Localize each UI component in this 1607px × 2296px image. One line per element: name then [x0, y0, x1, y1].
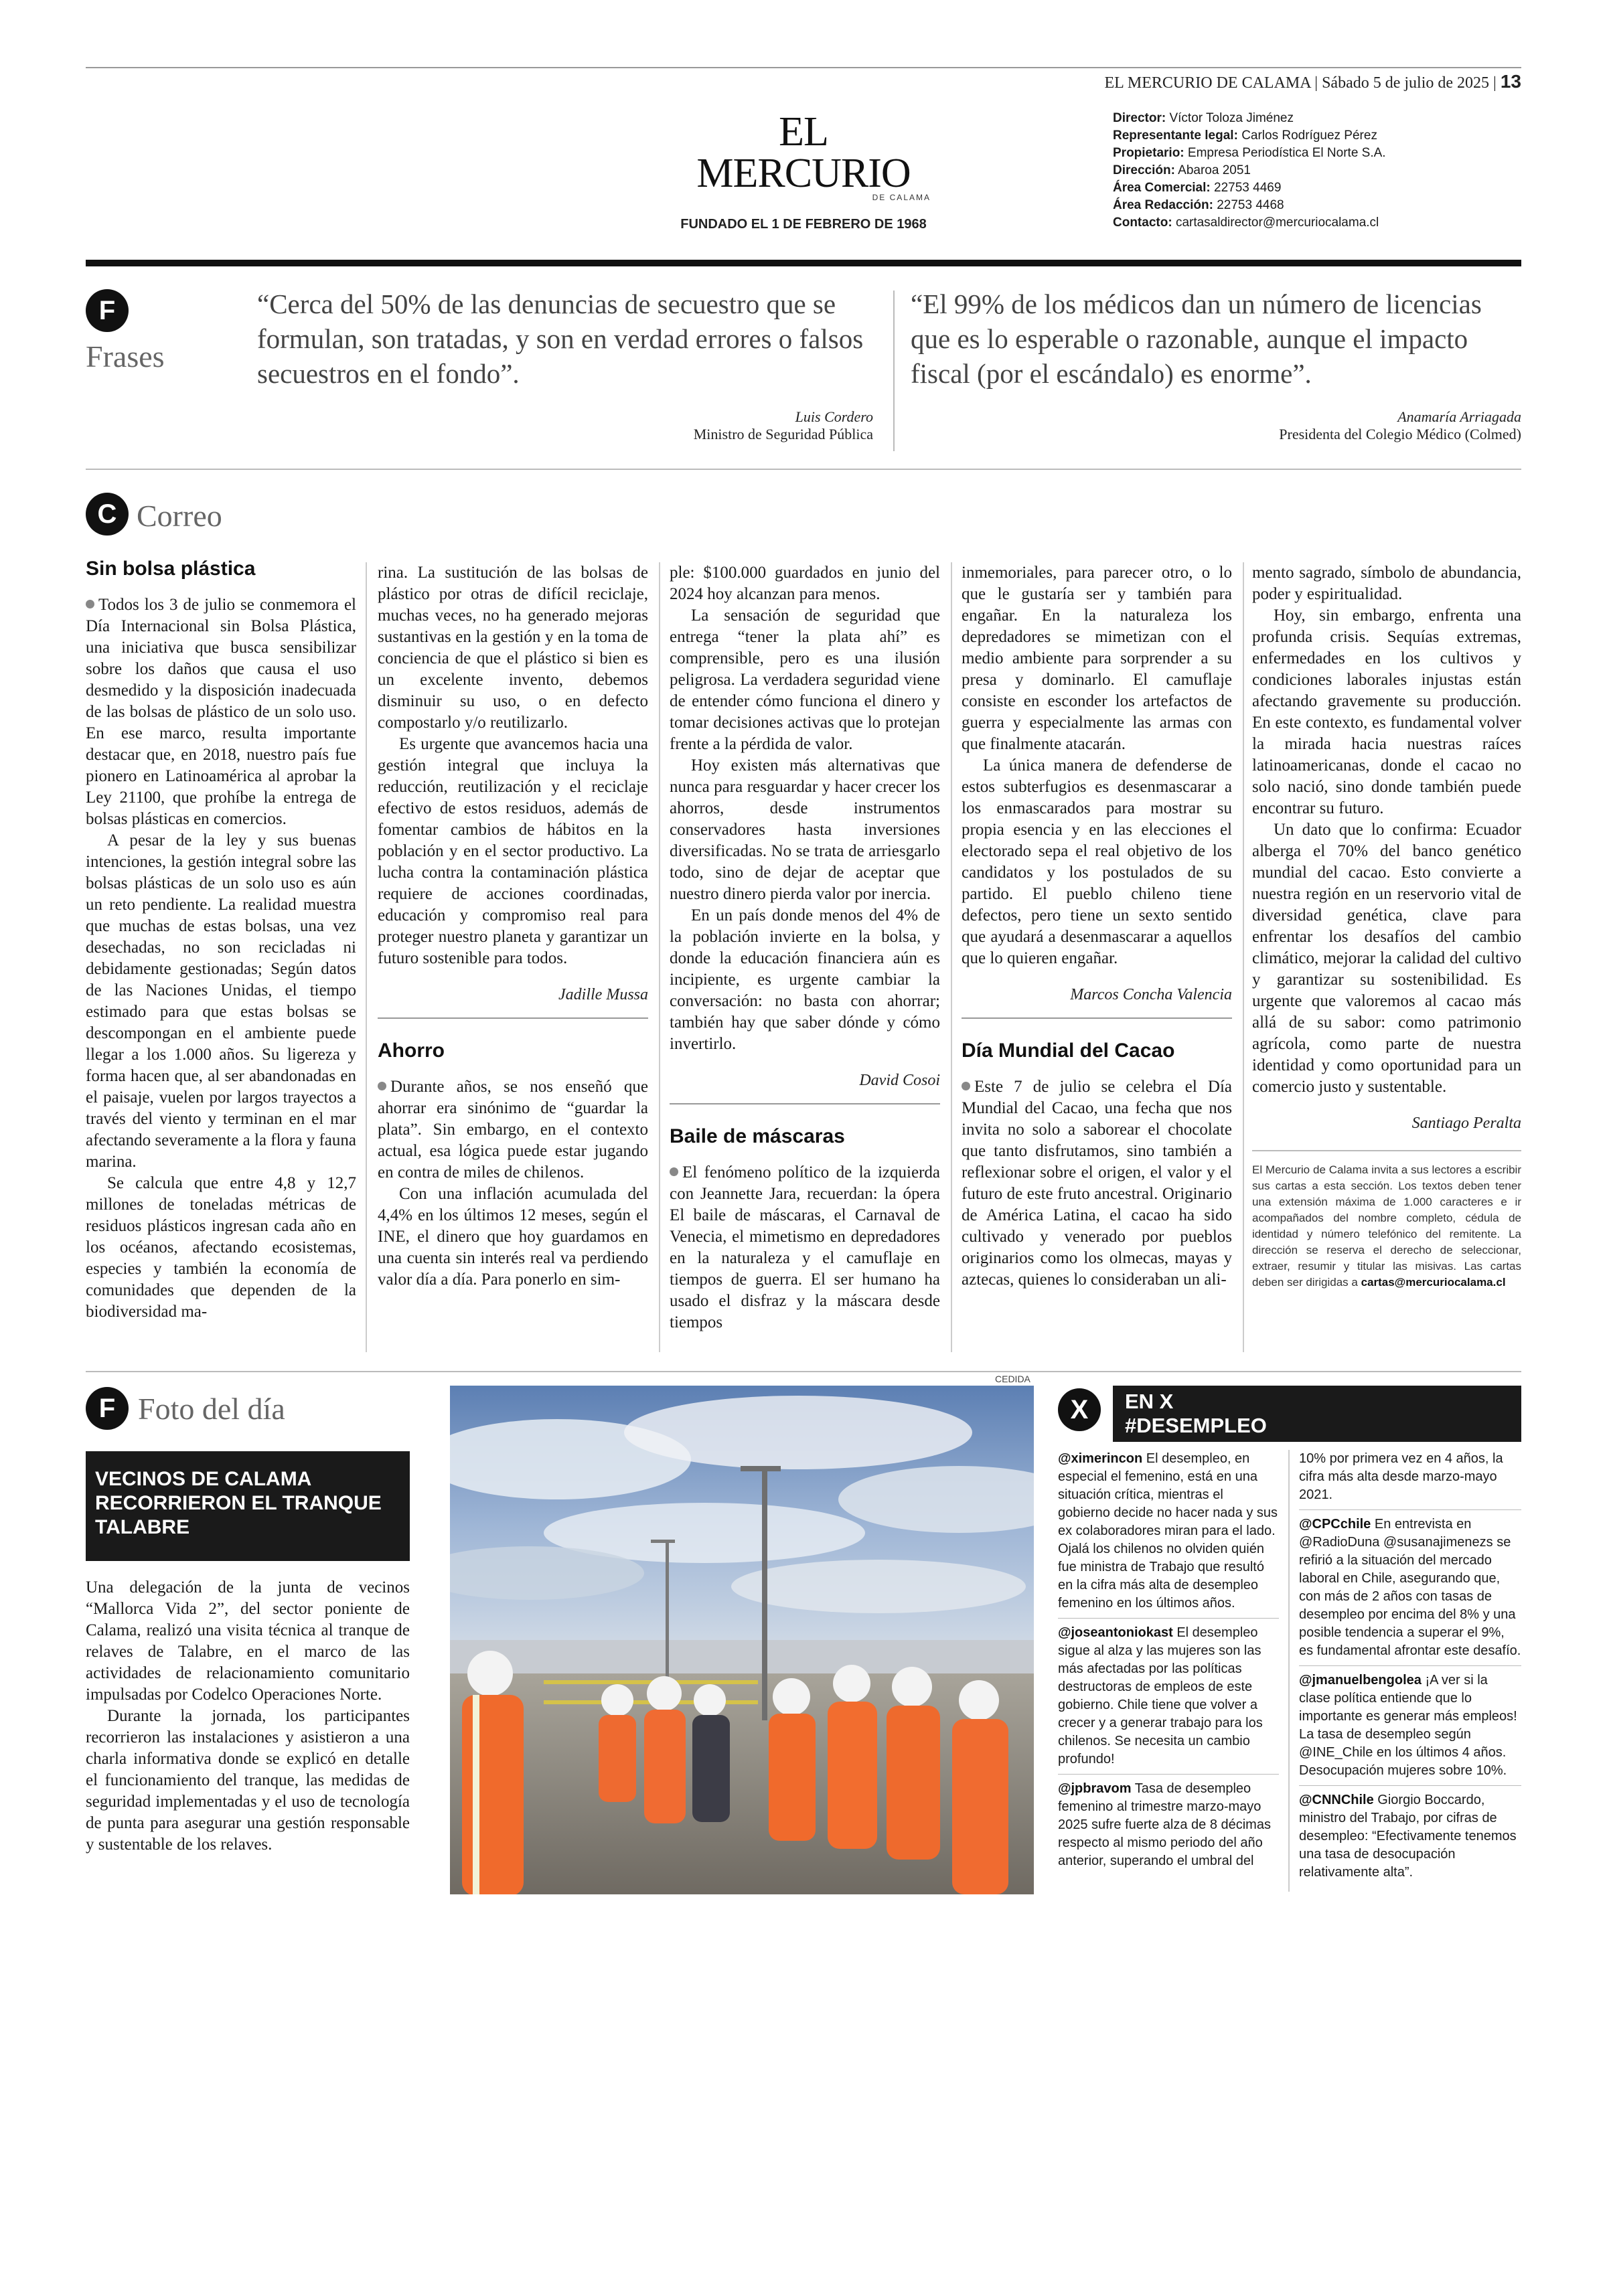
foto-headline-box: [86, 1451, 410, 1561]
quote-role: Ministro de Seguridad Pública: [693, 426, 873, 442]
quote-attribution: [257, 408, 873, 443]
letter-paragraph: Durante años, se nos enseñó que ahorrar era sinónimo de “guardar la plata”. Sin embargo, en el contexto actual, esa lógica puede estar jugando en contra de miles de chilenos.: [378, 1078, 648, 1181]
letter-paragraph: La sensación de seguridad que entrega “tener la plata ahí” es comprensible, pero es una ilusión peligrosa. La verdadera seguridad viene de entender cómo funciona el dinero y tomar decisiones activas que lo protejan frente a la pérdida de valor.: [670, 606, 940, 753]
page-number: 13: [1500, 71, 1521, 92]
foto-headline: VECINOS DE CALAMA RECORRIERON EL TRANQUE TALABRE: [95, 1468, 382, 1538]
correo-label: Correo: [137, 499, 222, 533]
bullet-icon: [670, 1167, 678, 1176]
x-icon: X: [1058, 1388, 1101, 1431]
letter-paragraph: En un país donde menos del 4% de la población invierte en la bolsa, y donde la educación financiera aún es incipiente, es urgente cambiar la conversación: no basta con ahorrar; también hay que saber dónde y cómo invertirlo.: [670, 906, 940, 1053]
letter-paragraph: Se calcula que entre 4,8 y 12,7 millones de toneladas métricas de residuos plásticos ingresan cada año en los océanos, afectando ecosistemas, especies y también la economía de comunidades que dependen de la biodiversidad ma-: [86, 1174, 356, 1321]
letters-fine-print: El Mercurio de Calama invita a sus lectores a escribir sus cartas a esta sección. Los textos deben tener una extensión máxima de 1.000 caracteres e ir acompañados del nombre completo, cédula de identidad y número telefónico del remitente. La dirección se reserva el derecho de seleccionar, extraer, resumir y titular las misivas. Las cartas deben ser dirigidas a cartas@mercuriocalama.cl: [1252, 1163, 1521, 1289]
quote-author: Anamaría Arriagada: [1397, 408, 1521, 425]
quote-author: Luis Cordero: [795, 408, 873, 425]
letter-paragraph: A pesar de la ley y sus buenas intenciones, la gestión integral sobre las bolsas plásticas de un solo uso es aún un reto pendiente. La realidad muestra que muchas de estas bolsas, una vez desechadas, no son recicladas ni debidamente gestionadas; Según datos de las Naciones Unidas, el tiempo estimado para que estas bolsas se descompongan en el ambiente puede llegar a los 1.000 años. Su ligereza y forma hacen que, al ser abandonadas en el paisaje, vuelen por largos trayectos a través del viento y terminan en el mar afectando severamente a la flora y fauna marina.: [86, 831, 356, 1171]
letter-title: Ahorro: [378, 1040, 445, 1062]
letter-paragraph: ple: $100.000 guardados en junio del 2024 hoy alcanzan para menos.: [670, 564, 940, 603]
letter-title: Baile de máscaras: [670, 1125, 845, 1147]
tweet-handle[interactable]: @ximerincon: [1058, 1451, 1143, 1466]
column-separator: [951, 562, 952, 1352]
frases-label: Frases: [86, 339, 165, 374]
tweet: @joseantoniokast El desempleo sigue al alza y las mujeres son las más afectadas por las políticas destructoras de empleos de este gobierno. Chile tiene que volver a crecer y a generar trabajo para los chilenos. Se necesita un cambio profundo!: [1058, 1624, 1279, 1775]
quote-block: [257, 286, 880, 391]
tweet: 10% por primera vez en 4 años, la cifra más alta desde marzo-mayo 2021.: [1299, 1450, 1521, 1510]
foto-label: Foto del día: [138, 1392, 285, 1426]
staff-row: Área Redacción: 22753 4468: [1113, 198, 1284, 212]
letter-paragraph: rina. La sustitución de las bolsas de plástico por otras de difícil reciclaje, muchas veces, no ha generado mejoras sustantivas en la gestión y en la toma de conciencia de que el plástico si bien es un excelente invento, debemos disminuir su uso, o en defecto compostarlo y/o reutilizarlo.: [378, 564, 648, 732]
staff-row: Área Comercial: 22753 4469: [1113, 181, 1282, 195]
frases-bottom-rule: [86, 469, 1521, 470]
tweet-column-left: [1058, 1450, 1279, 1881]
quote-text: “Cerca del 50% de las denuncias de secuestro que se formulan, son tratadas, y son en verdad errores o falsos secuestros en el fondo”.: [257, 289, 864, 389]
correo-c-icon: C: [86, 493, 129, 536]
running-head-date: Sábado 5 de julio de 2025: [1322, 74, 1490, 92]
tweet-column-right: [1299, 1450, 1521, 1892]
letter-signature: Santiago Peralta: [1411, 1115, 1521, 1132]
correo-bottom-rule: [86, 1371, 1521, 1372]
bullet-icon: [962, 1082, 970, 1090]
letter-paragraph: Este 7 de julio se celebra el Día Mundial del Cacao, una fecha que nos invita no solo a saborear el chocolate que tanto disfrutamos, sino también a reflexionar sobre el origen, el valor y el futuro de este fruto ancestral. Originario de América Latina, el cacao ha sido cultivado y venerado por pueblos originarios como los olmecas, mayas y aztecas, quienes lo consideraban un ali-: [962, 1078, 1232, 1289]
column-separator: [659, 562, 660, 1352]
tweet-handle[interactable]: @jmanuelbengolea: [1299, 1673, 1422, 1688]
tweet: @ximerincon El desempleo, en especial el femenino, está en una situación crítica, mientras el gobierno decide no hacer nada y sus ex colaboradores miran para el lado. Ojalá los chilenos no olviden quién fue ministra de Trabajo que resultó en la cifra más alta de desempleo femenino en los últimos años.: [1058, 1450, 1279, 1619]
staff-row: Propietario: Empresa Periodística El Norte S.A.: [1113, 146, 1386, 160]
letter-column-3: [670, 562, 940, 1333]
letter-paragraph: mento sagrado, símbolo de abundancia, poder y espiritualidad.: [1252, 564, 1521, 603]
tweet: @jmanuelbengolea ¡A ver si la clase política entiende que lo importante es generar más empleos! La tasa de desempleo según @INE_Chile en los últimos 4 años. Desocupación mujeres sobre 10%.: [1299, 1671, 1521, 1786]
tweet-handle[interactable]: @CPCchile: [1299, 1517, 1371, 1532]
staff-row[interactable]: Contacto: cartasaldirector@mercuriocalama.cl: [1113, 216, 1379, 230]
letters-email[interactable]: cartas@mercuriocalama.cl: [1361, 1276, 1506, 1289]
letter-divider: [670, 1103, 940, 1104]
tweet: @CPCchile En entrevista en @RadioDuna @susanajimenezs se refirió a la situación del mercado laboral en Chile, asegurando que, con más de 2 años con tasas de desempleo por encima del 8% y una posible tendencia a superar el 9%, es fundamental afrontar este desafío.: [1299, 1515, 1521, 1666]
masthead-logo: [676, 111, 931, 232]
letter-paragraph: Todos los 3 de julio se conmemora el Día Internacional sin Bolsa Plástica, una iniciativa que busca sensibilizar sobre los daños que causa el uso desmedido y la disposición inadecuada de las bolsas de plástico de un solo uso. En ese marco, resulta importante destacar que, en 2018, nuestro país fue pionero en Latinoamérica al aprobar la Ley 21100, que prohíbe la entrega de bolsas plásticas en comercios.: [86, 596, 356, 828]
frases-divider: [893, 291, 895, 451]
letter-paragraph: El fenómeno político de la izquierda con Jeannette Jara, recuerdan: la ópera El baile de máscaras, el Carnaval de Venecia, el mimetismo en depredadores en la naturaleza y el camuflaje en tiempos de guerra. El ser humano ha usado el disfraz y la máscara desde tiempos: [670, 1163, 940, 1331]
staff-row: Dirección: Abaroa 2051: [1113, 163, 1251, 177]
tweet-handle[interactable]: @joseantoniokast: [1058, 1625, 1173, 1640]
running-head-publication: EL MERCURIO DE CALAMA: [1104, 74, 1311, 92]
photo-illustration: [450, 1386, 1034, 1894]
letter-paragraph: Un dato que lo confirma: Ecuador alberga el 70% del banco genético mundial del cacao. Esto convierte a nuestra región en un reservorio vital de diversidad genética, clave para enfrentar los desafíos del cambio climático, mejorar la calidad del cultivo y garantizar su sostenibilidad. Es urgente que valoremos al cacao más allá de su sabor: como patrimonio agrícola, como parte de nuestra identidad y como oportunidad para un comercio justo y sustentable.: [1252, 821, 1521, 1096]
letter-paragraph: Es urgente que avancemos hacia una gestión integral que incluya la reducción, reutilización y el reciclaje efectivo de estos residuos, además de fomentar cambios de hábitos en la población y en el sector productivo. La lucha contra la contaminación plástica requiere de acciones coordinadas, educación y compromiso real para proteger nuestro planeta y garantizar un futuro sostenible para todos.: [378, 735, 648, 967]
letter-signature: Jadille Mussa: [558, 986, 648, 1003]
founded-line: FUNDADO EL 1 DE FEBRERO DE 1968: [680, 217, 927, 232]
letter-paragraph: La única manera de defenderse de estos subterfugios es desenmascarar a los enmascarados para mostrar su propia esencia y en las elecciones el electorado sepa el real objetivo de los candidatos y los postulados de su partido. El pueblo chileno tiene defectos, pero tiene un sexto sentido que ayudará a desenmascarar a aquellos que lo quieren engañar.: [962, 756, 1232, 967]
tweet: @CNNChile Giorgio Boccardo, ministro del Trabajo, por cifras de desempleo: “Efectivamente tenemos una tasa de desocupación relativamente alta”.: [1299, 1793, 1517, 1880]
letter-paragraph: inmemoriales, para parecer otro, o lo que le gustaría ser y también para engañar. En la naturaleza los depredadores se mimetizan con el medio ambiente para sorprender a su presa y dominarlo. El camuflaje consiste en esconder los artefactos de guerra y especialmente las armas con que finalmente atacarán.: [962, 564, 1232, 753]
masthead-name: EL MERCURIO: [696, 109, 911, 196]
enx-title-line2: #DESEMPLEO: [1125, 1414, 1267, 1437]
letter-column-2: [378, 562, 648, 1291]
photo-credit: CEDIDA: [995, 1374, 1030, 1384]
quote-text: “El 99% de los médicos dan un número de licencias que es lo esperable o razonable, aunque el impacto fiscal (por el escándalo) es enorme”.: [911, 289, 1482, 389]
quote-block: [911, 286, 1521, 391]
bullet-icon: [86, 600, 94, 608]
letter-paragraph: Hoy, sin embargo, enfrenta una profunda crisis. Sequías extremas, enfermedades en los cultivos y condiciones laborales injustas están afectando gravemente su producción. En este contexto, es fundamental volver la mirada hacia nuestras raíces latinoamericanas, donde el cacao no solo nació, sino donde también puede encontrar su futuro.: [1252, 606, 1521, 817]
letter-divider: [962, 1017, 1232, 1019]
letter-title: Día Mundial del Cacao: [962, 1040, 1175, 1062]
enx-header: [1113, 1386, 1521, 1442]
letter-title: Sin bolsa plástica: [86, 558, 256, 580]
photo-visitors-tranque: [450, 1386, 1034, 1894]
tweet-column-separator: [1288, 1450, 1290, 1892]
staff-row: Representante legal: Carlos Rodríguez Pérez: [1113, 129, 1377, 143]
bullet-icon: [378, 1082, 386, 1090]
column-separator: [1243, 562, 1244, 1352]
foto-f-icon: F: [86, 1387, 129, 1430]
letter-paragraph: Con una inflación acumulada del 4,4% en los últimos 12 meses, según el INE, el dinero que hoy guardamos en una cuenta sin interés real va perdiendo valor día a día. Para ponerlo en sim-: [378, 1185, 648, 1289]
letter-column-5: [1252, 562, 1521, 1291]
letter-divider: [378, 1017, 648, 1019]
quote-attribution: [911, 408, 1521, 443]
quote-role: Presidenta del Colegio Médico (Colmed): [1279, 426, 1521, 442]
letter-paragraph: Hoy existen más alternativas que nunca para resguardar y hacer crecer los ahorros, desde instrumentos conservadores hasta inversiones diversificadas. No se trata de arriesgarlo todo, sino de dejar de aceptar que nuestro dinero pierda valor por inercia.: [670, 756, 940, 903]
tweet-handle[interactable]: @jpbravom: [1058, 1781, 1132, 1796]
staff-box: [1113, 110, 1515, 232]
letter-column-1: [86, 558, 356, 1323]
letter-signature: David Cosoi: [859, 1072, 940, 1089]
fine-print-divider: [1252, 1150, 1521, 1151]
letter-signature: Marcos Concha Valencia: [1070, 986, 1232, 1003]
enx-title-line1: EN X: [1125, 1390, 1174, 1413]
column-separator: [366, 562, 367, 1352]
letter-column-4: [962, 562, 1232, 1291]
foto-paragraph: Una delegación de la junta de vecinos “Mallorca Vida 2”, del sector poniente de Calama, realizó una visita técnica al tranque de relaves de Talabre, en el marco de las actividades de relacionamiento comunitario impulsadas por Codelco Operaciones Norte.: [86, 1578, 410, 1704]
tweet-handle[interactable]: @CNNChile: [1299, 1793, 1374, 1807]
frases-f-icon: F: [86, 289, 129, 332]
masthead-sub: DE CALAMA: [872, 193, 931, 202]
running-head: EL MERCURIO DE CALAMA | Sábado 5 de julio de 2025 | 13: [1104, 71, 1521, 92]
foto-caption: [86, 1577, 410, 1856]
foto-paragraph: Durante la jornada, los participantes recorrieron las instalaciones y asistieron a una charla informativa donde se explicó en detalle el funcionamiento del tranque, las medidas de seguridad implementadas y el uso de tecnología de punta para asegurar una gestión responsable y sustentable de los relaves.: [86, 1707, 410, 1854]
staff-row: Director: Víctor Toloza Jiménez: [1113, 111, 1294, 125]
tweet: @jpbravom Tasa de desempleo femenino al trimestre marzo-mayo 2025 sufre fuerte alza de 8 décimas respecto al mismo periodo del año anterior, superando el umbral del: [1058, 1781, 1271, 1868]
header-thick-rule: [86, 260, 1521, 266]
top-rule: [86, 67, 1521, 68]
